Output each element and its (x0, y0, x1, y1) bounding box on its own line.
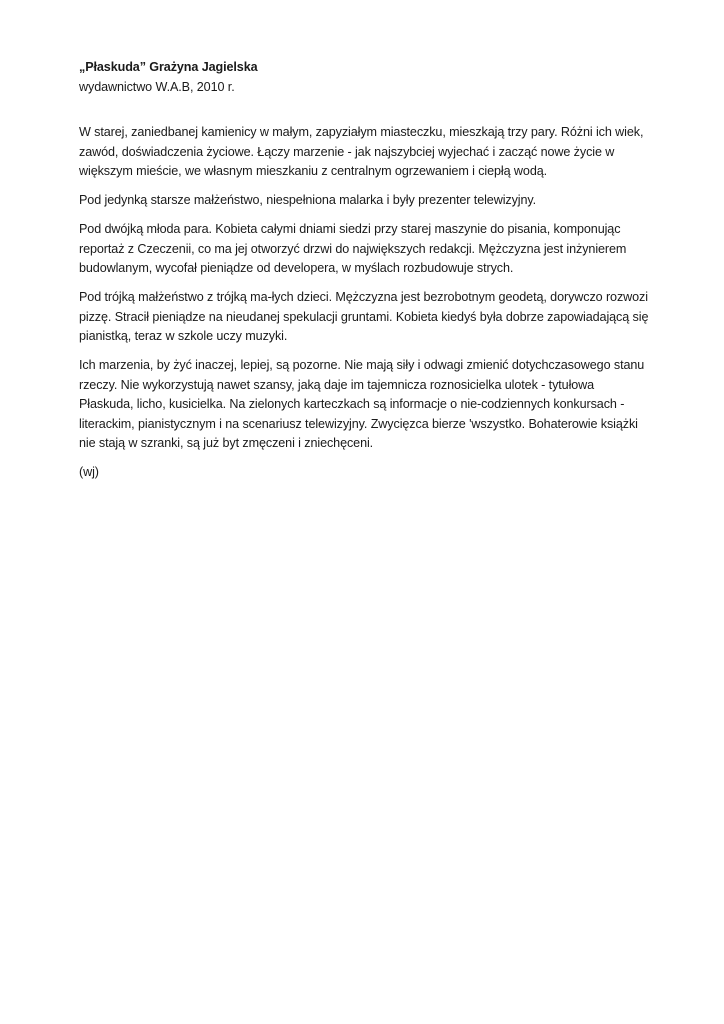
paragraph-apartment-one: Pod jedynką starsze małżeństwo, niespełniona malarka i były prezenter telewizyjny. (79, 193, 537, 207)
author-signature: (wj) (79, 465, 99, 479)
paragraph-apartment-two: Pod dwójką młoda para. Kobieta całymi dniami siedzi przy starej maszynie do pisania, komponując reportaż z Czeczenii, co ma jej otworzyć drzwi do największych redakcji. Mężczyzna jest inżynierem budowlanym, wycofał pieniądze od developera, w myślach rozbudowuje strych. (79, 222, 627, 275)
paragraph-apartment-three: Pod trójką małżeństwo z trójką ma-łych dzieci. Mężczyzna jest bezrobotnym geodetą, dorywczo rozwozi pizzę. Stracił pieniądze na nieudanej spekulacji gruntami. Kobieta kiedyś była dobrze zapowiadającą się pianistką, teraz w szkole uczy muzyki. (79, 290, 649, 343)
document-page (79, 58, 651, 483)
paragraph-intro: W starej, zaniedbanej kamienicy w małym, zapyziałym miasteczku, mieszkają trzy pary. Różni ich wiek, zawód, doświadczenia życiowe. Łączy marzenie - jak najszybciej wyjechać i zacząć nowe życie w większym mieście, we własnym mieszkaniu z centralnym ogrzewaniem i ciepłą wodą. (79, 125, 644, 178)
book-title: „Płaskuda” Grażyna Jagielska (79, 60, 258, 74)
paragraph-conclusion: Ich marzenia, by żyć inaczej, lepiej, są pozorne. Nie mają siły i odwagi zmienić dotychczasowego stanu rzeczy. Nie wykorzystują nawet szansy, jaką daje im tajemnicza roznosicielka ulotek - tytułowa Płaskuda, licho, kusicielka. Na zielonych karteczkach są informacje o nie-codziennych konkursach - literackim, pianistycznym i na scenariusz telewizyjny. Zwycięzca bierze 'wszystko. Bohaterowie książki nie stają w szranki, są już byt zmęczeni i zniechęceni. (79, 358, 645, 450)
publisher-line: wydawnictwo W.A.B, 2010 r. (79, 79, 235, 94)
